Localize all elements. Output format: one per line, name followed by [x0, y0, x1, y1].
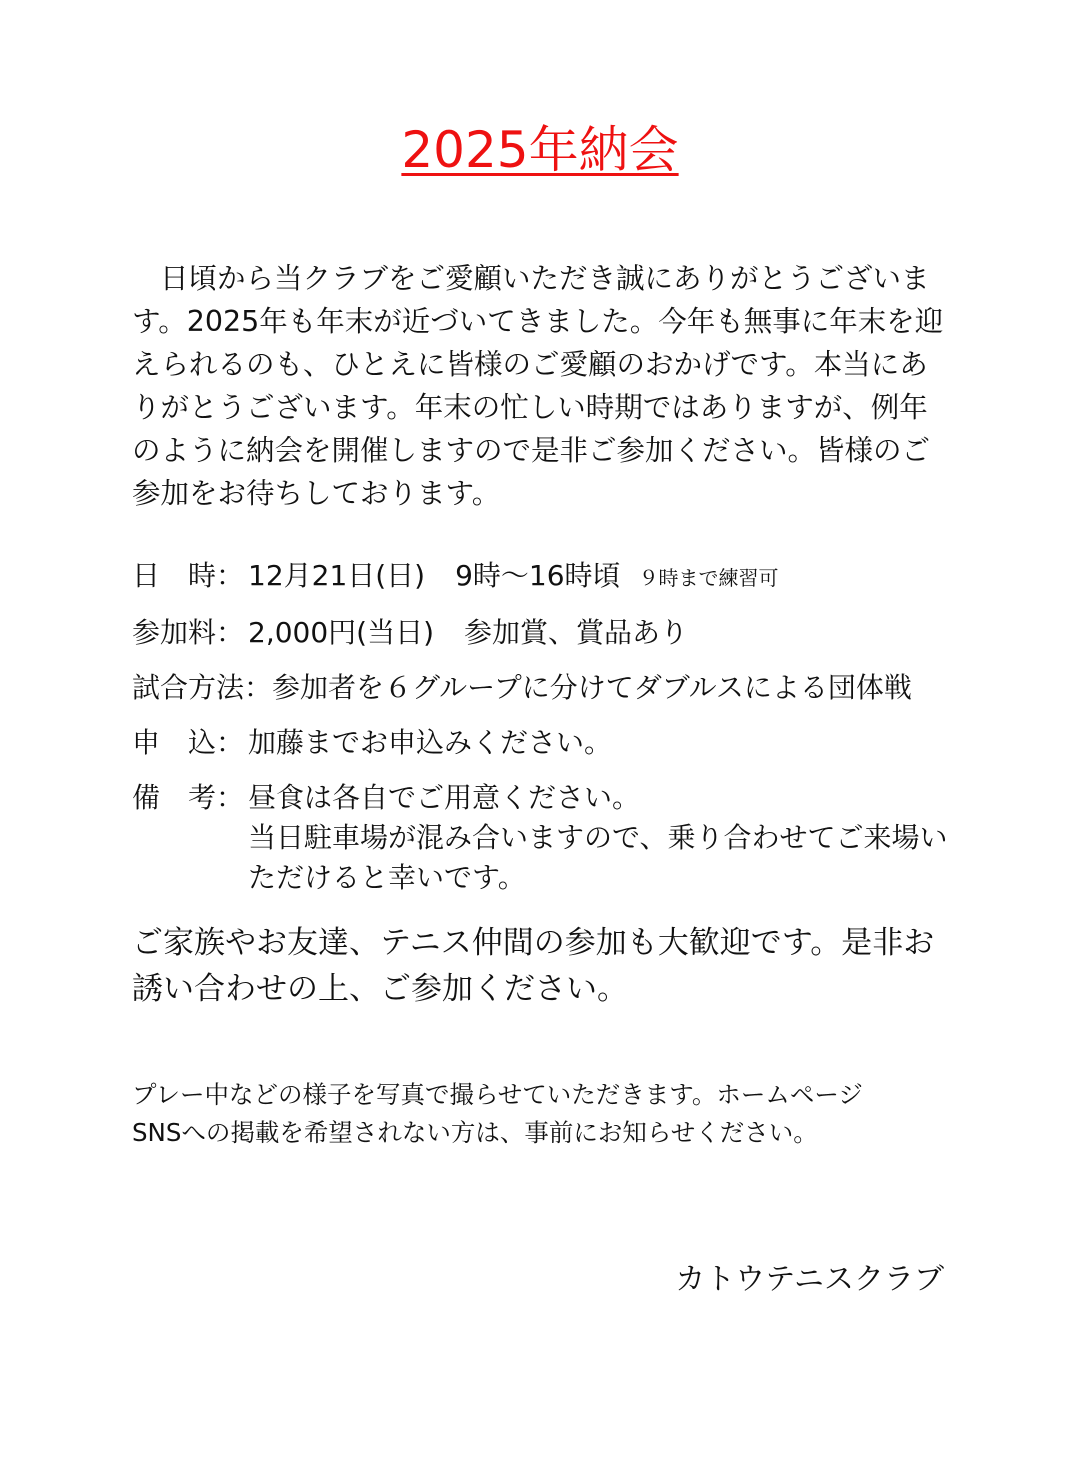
photo-notice-line-1: プレー中などの様子を写真で撮らせていただきます。ホームページ [132, 1080, 863, 1109]
invitation-text: ご家族やお友達、テニス仲間の参加も大歓迎です。是非お誘い合わせの上、ご参加ください。 [132, 925, 935, 1007]
event-date: 12月21日(日) [248, 559, 426, 592]
fee-amount: 2,000円(当日) [248, 616, 435, 649]
event-time: 9時〜16時頃 [455, 559, 621, 592]
fee-label: 参加料： [132, 616, 245, 649]
title-text: 2025年納会 [401, 121, 679, 179]
fee-value [248, 613, 948, 653]
page-title [0, 118, 1080, 182]
club-name: カトウテニスクラブ [675, 1262, 944, 1297]
detail-row-format [132, 668, 948, 708]
detail-row-notes [132, 778, 948, 898]
event-details [132, 556, 948, 913]
format-label: 試合方法： [132, 671, 273, 704]
photo-notice [132, 1076, 948, 1152]
datetime-value [248, 556, 948, 598]
detail-row-datetime [132, 556, 948, 598]
notes-line-lunch: 昼食は各自でご用意ください。 [248, 781, 641, 814]
notes-line-parking: 当日駐車場が混み合いますので、乗り合わせてご来場いただけると幸いです。 [248, 821, 948, 894]
detail-row-fee [132, 613, 948, 653]
photo-notice-line-2: SNSへの掲載を希望されない方は、事前にお知らせください。 [132, 1118, 818, 1147]
format-value: 参加者を６グループに分けてダブルスによる団体戦 [272, 671, 912, 704]
practice-note: ９時まで練習可 [638, 566, 779, 590]
apply-value: 加藤までお申込みください。 [248, 726, 613, 759]
apply-label: 申 込： [132, 726, 245, 759]
notes-label: 備 考： [132, 781, 245, 814]
detail-row-apply [132, 723, 948, 763]
fee-prize: 参加賞、賞品あり [464, 616, 689, 649]
notes-value [248, 778, 948, 898]
datetime-label: 日 時： [132, 559, 245, 592]
greeting-paragraph: 日頃から当クラブをご愛顧いただき誠にありがとうございます。2025年も年末が近づいてきました。今年も無事に年末を迎えられるのも、ひとえに皆様のご愛顧のおかげです。本当にありがとうございます。年末の忙しい時期ではありますが、例年のように納会を開催しますので是非ご参加ください。皆様のご参加をお待ちしております。 [132, 262, 944, 510]
